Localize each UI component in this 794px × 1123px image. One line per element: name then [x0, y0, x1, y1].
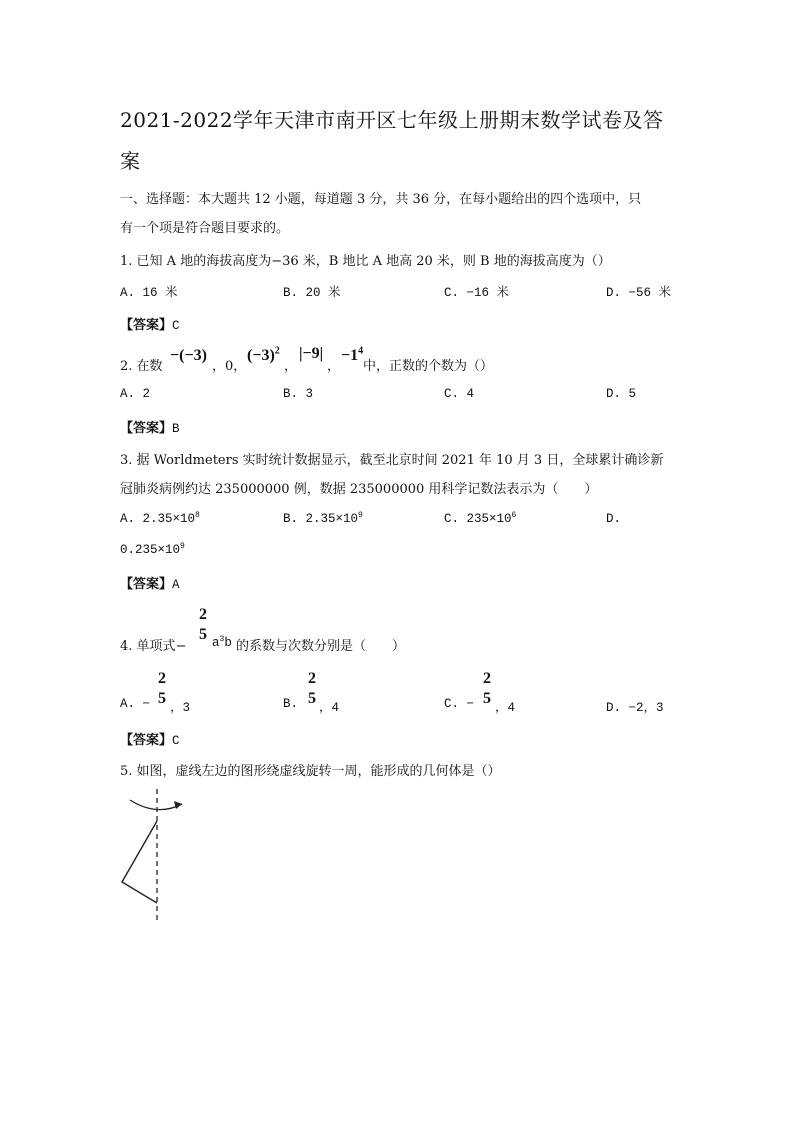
question-2-suffix: 中，正数的个数为（）: [363, 359, 494, 374]
answer-value: B: [172, 422, 180, 436]
math-neg-neg3: −(−3): [170, 347, 207, 364]
question-1-stem: 1. 已知 A 地的海拔高度为−36 米，B 地比 A 地高 20 米，则 B 地的海拔高度为（）: [120, 254, 611, 269]
question-3-answer: [120, 573, 180, 592]
answer-label: 【答案】: [120, 318, 173, 333]
question-3-option-d-value: $0.235\times 10^9$: [120, 541, 185, 557]
question-4-option-b-label: B.: [283, 697, 299, 711]
question-3-option-d-label: D.: [606, 512, 622, 526]
triangle-shape: [122, 821, 157, 903]
question-4-option-c-tail: ，4: [495, 701, 516, 715]
question-2-option-a: A. 2: [120, 387, 151, 401]
answer-label: 【答案】: [120, 577, 173, 592]
question-2-answer: [120, 417, 180, 436]
question-1-option-d: D. −56 米: [606, 286, 672, 300]
section-instructions-continued: 有一个项是符合题目要求的。: [120, 221, 290, 236]
question-3-option-b: B. $2.35\times 10^9$: [283, 510, 363, 526]
page-title-continued: 案: [120, 149, 141, 173]
question-3-stem-continued: 冠肺炎病例约达 235000000 例，数据 235000000 用科学记数法表示为（ ）: [120, 482, 598, 497]
question-4-suffix: 的系数与次数分别是（ ）: [236, 639, 406, 654]
page-title: 2021-2022学年天津市南开区七年级上册期末数学试卷及答: [120, 108, 664, 132]
question-3-stem: 3. 据 Worldmeters 实时统计数据显示，截至北京时间 2021 年 10 月 3 日，全球累计确诊新: [120, 453, 664, 468]
question-3-option-a: A. $2.35\times 10^8$: [120, 510, 200, 526]
rotation-figure: [110, 785, 200, 925]
question-5-stem: 5. 如图，虚线左边的图形绕虚线旋转一周，能形成的几何体是（）: [120, 764, 501, 779]
math-neg-1-pow4: $-1^4$: [341, 345, 364, 364]
question-2-sep2: ，: [284, 359, 298, 374]
question-2-prefix: 2. 在数: [120, 359, 163, 374]
question-2-option-b: B. 3: [283, 387, 314, 401]
question-1-answer: [120, 314, 180, 333]
answer-value: C: [172, 734, 180, 748]
fraction-2-5: 2 5: [199, 606, 207, 643]
question-1-option-c: C. −16 米: [444, 286, 510, 300]
question-2-option-c: C. 4: [444, 387, 475, 401]
question-4-answer: [120, 729, 180, 748]
question-1-option-b: B. 20 米: [283, 286, 341, 300]
question-1-option-a: A. 16 米: [120, 286, 178, 300]
question-2-sep3: ，: [327, 359, 341, 374]
fraction-2-5: 2 5: [158, 670, 166, 707]
math-neg3-squared: $(-3)^2$: [247, 345, 280, 364]
fraction-2-5: 2 5: [308, 670, 316, 707]
answer-value: A: [172, 578, 180, 592]
question-4-option-d: D. −2，3: [606, 701, 664, 715]
answer-label: 【答案】: [120, 421, 173, 436]
question-3-option-c: C. $235\times 10^6$: [444, 510, 517, 526]
answer-value: C: [172, 319, 180, 333]
monomial-variables: $a^3b$: [212, 634, 232, 650]
section-instructions: 一、选择题：本大题共 12 小题，每道题 3 分，共 36 分，在每小题给出的四个选项中，只: [120, 192, 642, 207]
question-4-option-a-tail: ，3: [170, 701, 191, 715]
question-2-option-d: D. 5: [606, 387, 637, 401]
fraction-2-5: 2 5: [483, 670, 491, 707]
question-2-sep1: ，0，: [212, 359, 247, 374]
answer-label: 【答案】: [120, 733, 173, 748]
question-4-option-c-label: C. −: [444, 697, 475, 711]
question-4-option-b-tail: ，4: [319, 701, 340, 715]
question-4-option-a-label: A. −: [120, 697, 151, 711]
math-abs-neg9: |−9|: [299, 345, 324, 362]
question-4-prefix: 4. 单项式−: [120, 639, 187, 654]
